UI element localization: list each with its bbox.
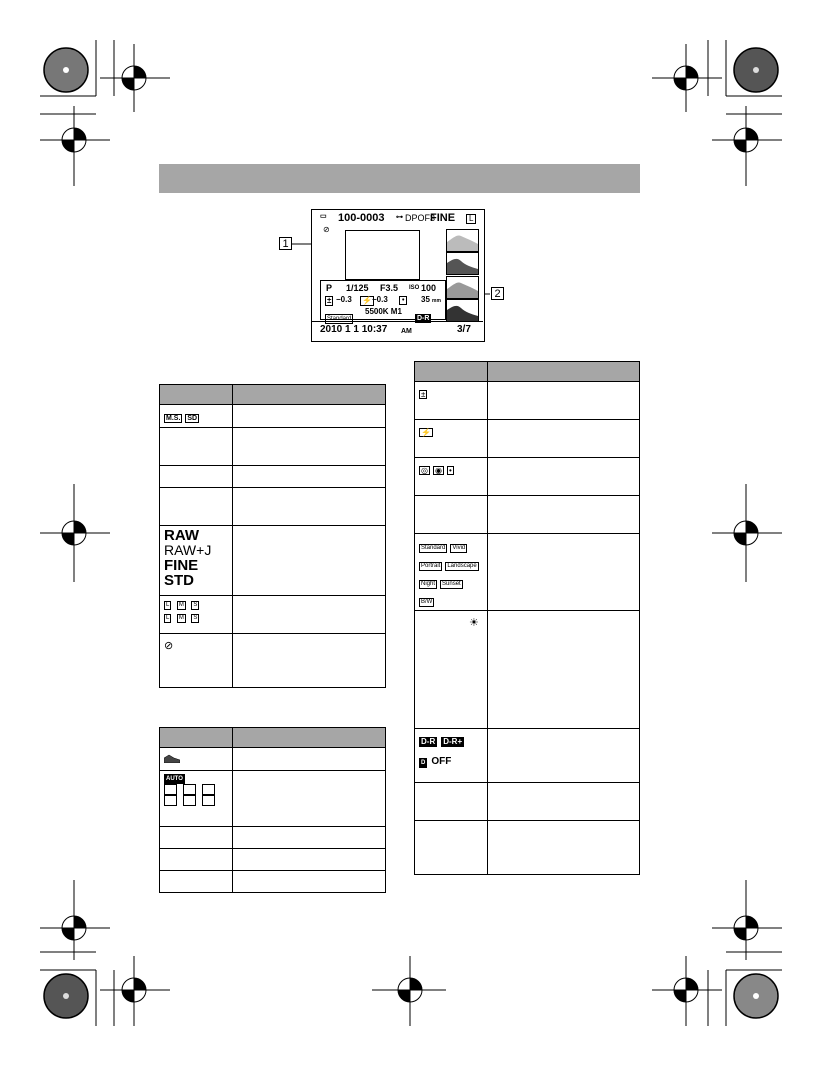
- table-list-display-1: [159, 384, 386, 688]
- table-row: [415, 420, 488, 458]
- image-preview: [345, 230, 420, 280]
- auto-icon: AUTO: [166, 776, 183, 782]
- style-night: Night: [421, 581, 436, 587]
- sports-icon: [183, 784, 196, 795]
- table-row: [160, 428, 233, 466]
- dro-indicator: D-R: [417, 315, 430, 322]
- dro-off-icon: OFF: [431, 756, 452, 767]
- size-m-wide-icon: M: [178, 615, 184, 621]
- shooting-info-box: [320, 280, 446, 320]
- table-row: [415, 821, 488, 875]
- table-row: [160, 827, 233, 849]
- center-weighted-metering-icon: ◉: [434, 466, 442, 475]
- histogram-r: [446, 252, 479, 275]
- histogram-luminance: [446, 229, 479, 252]
- quality-label: FINE: [430, 212, 456, 224]
- iso-label: ISO: [409, 285, 420, 291]
- size-m-icon: M: [178, 602, 184, 608]
- histogram-icon: [164, 752, 180, 763]
- table-list-display-3: [414, 361, 640, 875]
- table-header-indication: [488, 362, 640, 382]
- night-portrait-icon: [164, 795, 177, 806]
- table-row: [160, 771, 233, 827]
- focal-length: 35: [421, 295, 430, 304]
- table-row: [415, 534, 488, 611]
- table-header-display: [415, 362, 488, 382]
- creative-style: Standard: [327, 316, 352, 322]
- flash-comp-value: −0.3: [372, 295, 388, 304]
- protect-icon: ⊶: [396, 214, 403, 221]
- exposure-mode: P: [326, 283, 333, 293]
- quality-fine: FINE: [164, 557, 199, 574]
- playback-display: [311, 209, 485, 342]
- dpof-label: DPOF3: [405, 213, 436, 223]
- table-header-display: [160, 385, 233, 405]
- recording-date: 2010 1 1 10:37: [320, 324, 388, 335]
- quality-raw-j: RAW+J: [164, 542, 212, 558]
- multi-segment-metering-icon: ◎: [421, 466, 428, 475]
- metering-icon: •: [399, 296, 407, 305]
- table-row: [415, 382, 488, 420]
- table-row: [415, 496, 488, 534]
- dro-off-icon-d: D: [421, 760, 426, 766]
- sunset-icon: [202, 795, 215, 806]
- callout-1: 1: [279, 237, 292, 250]
- spot-metering-icon: •: [448, 466, 452, 475]
- dro-standard-icon: D-R: [421, 737, 436, 746]
- memory-stick-icon: ▭: [320, 213, 327, 220]
- histogram-b: [446, 299, 479, 322]
- table-row: [415, 611, 488, 729]
- style-sunset: Sunset: [442, 581, 461, 587]
- table-row: [160, 871, 233, 893]
- table-row: [160, 405, 233, 428]
- portrait-icon: [164, 784, 177, 795]
- aperture: F3.5: [380, 283, 399, 293]
- table-row: [160, 748, 233, 771]
- style-vivid: Vivid: [452, 545, 466, 551]
- table-row: [160, 526, 233, 596]
- table-header-indication: [233, 385, 386, 405]
- quality-raw: RAW: [164, 527, 199, 544]
- style-bw: B/W: [421, 599, 433, 605]
- exposure-comp-value: −0.3: [336, 295, 352, 304]
- style-landscape: Landscape: [447, 563, 477, 569]
- quality-std: STD: [164, 572, 194, 589]
- landscape-icon: [183, 795, 196, 806]
- am-pm: AM: [401, 328, 412, 335]
- table-header-display: [160, 728, 233, 748]
- style-portrait: Portrait: [421, 563, 441, 569]
- exposure-comp-icon: ±: [421, 390, 426, 399]
- sd-card-icon: SD: [187, 415, 198, 422]
- dro-advanced-icon: D-R+: [443, 737, 463, 746]
- table-header-indication: [233, 728, 386, 748]
- image-size-icon: L: [466, 214, 476, 224]
- image-count: 3/7: [457, 324, 471, 335]
- size-l-wide-icon: L: [166, 615, 170, 621]
- lcd-divider: [312, 321, 483, 322]
- size-s-wide-icon: S: [193, 615, 198, 621]
- histogram-g: [446, 276, 479, 299]
- flash-comp-icon: ⚡: [421, 428, 431, 437]
- focal-unit: mm: [432, 298, 441, 304]
- table-row: [415, 458, 488, 496]
- memory-stick-icon: M.S.: [166, 415, 181, 422]
- daylight-icon: ☀: [469, 617, 479, 629]
- table-row: [160, 634, 233, 688]
- style-standard: Standard: [421, 545, 446, 551]
- table-row: [415, 783, 488, 821]
- shutter-speed: 1/125: [346, 283, 369, 293]
- callout-2: 2: [491, 287, 504, 300]
- macro-icon: [202, 784, 215, 795]
- section-header-bar: [159, 164, 640, 193]
- folder-file-number: 100-0003: [338, 212, 385, 224]
- white-balance: 5500K M1: [365, 307, 402, 316]
- table-row: [160, 488, 233, 526]
- table-row: [160, 849, 233, 871]
- battery-warning-icon: ⊘: [164, 640, 174, 652]
- battery-warning-icon: ⊘: [323, 225, 330, 234]
- table-row: [160, 596, 233, 634]
- flash-comp-icon: ⚡: [362, 296, 372, 305]
- exposure-comp-icon: ±: [327, 296, 332, 305]
- iso-value: 100: [421, 283, 437, 293]
- size-l-icon: L: [166, 602, 170, 608]
- size-s-icon: S: [193, 602, 198, 608]
- table-row: [415, 729, 488, 783]
- table-list-display-2: [159, 727, 386, 893]
- table-row: [160, 466, 233, 488]
